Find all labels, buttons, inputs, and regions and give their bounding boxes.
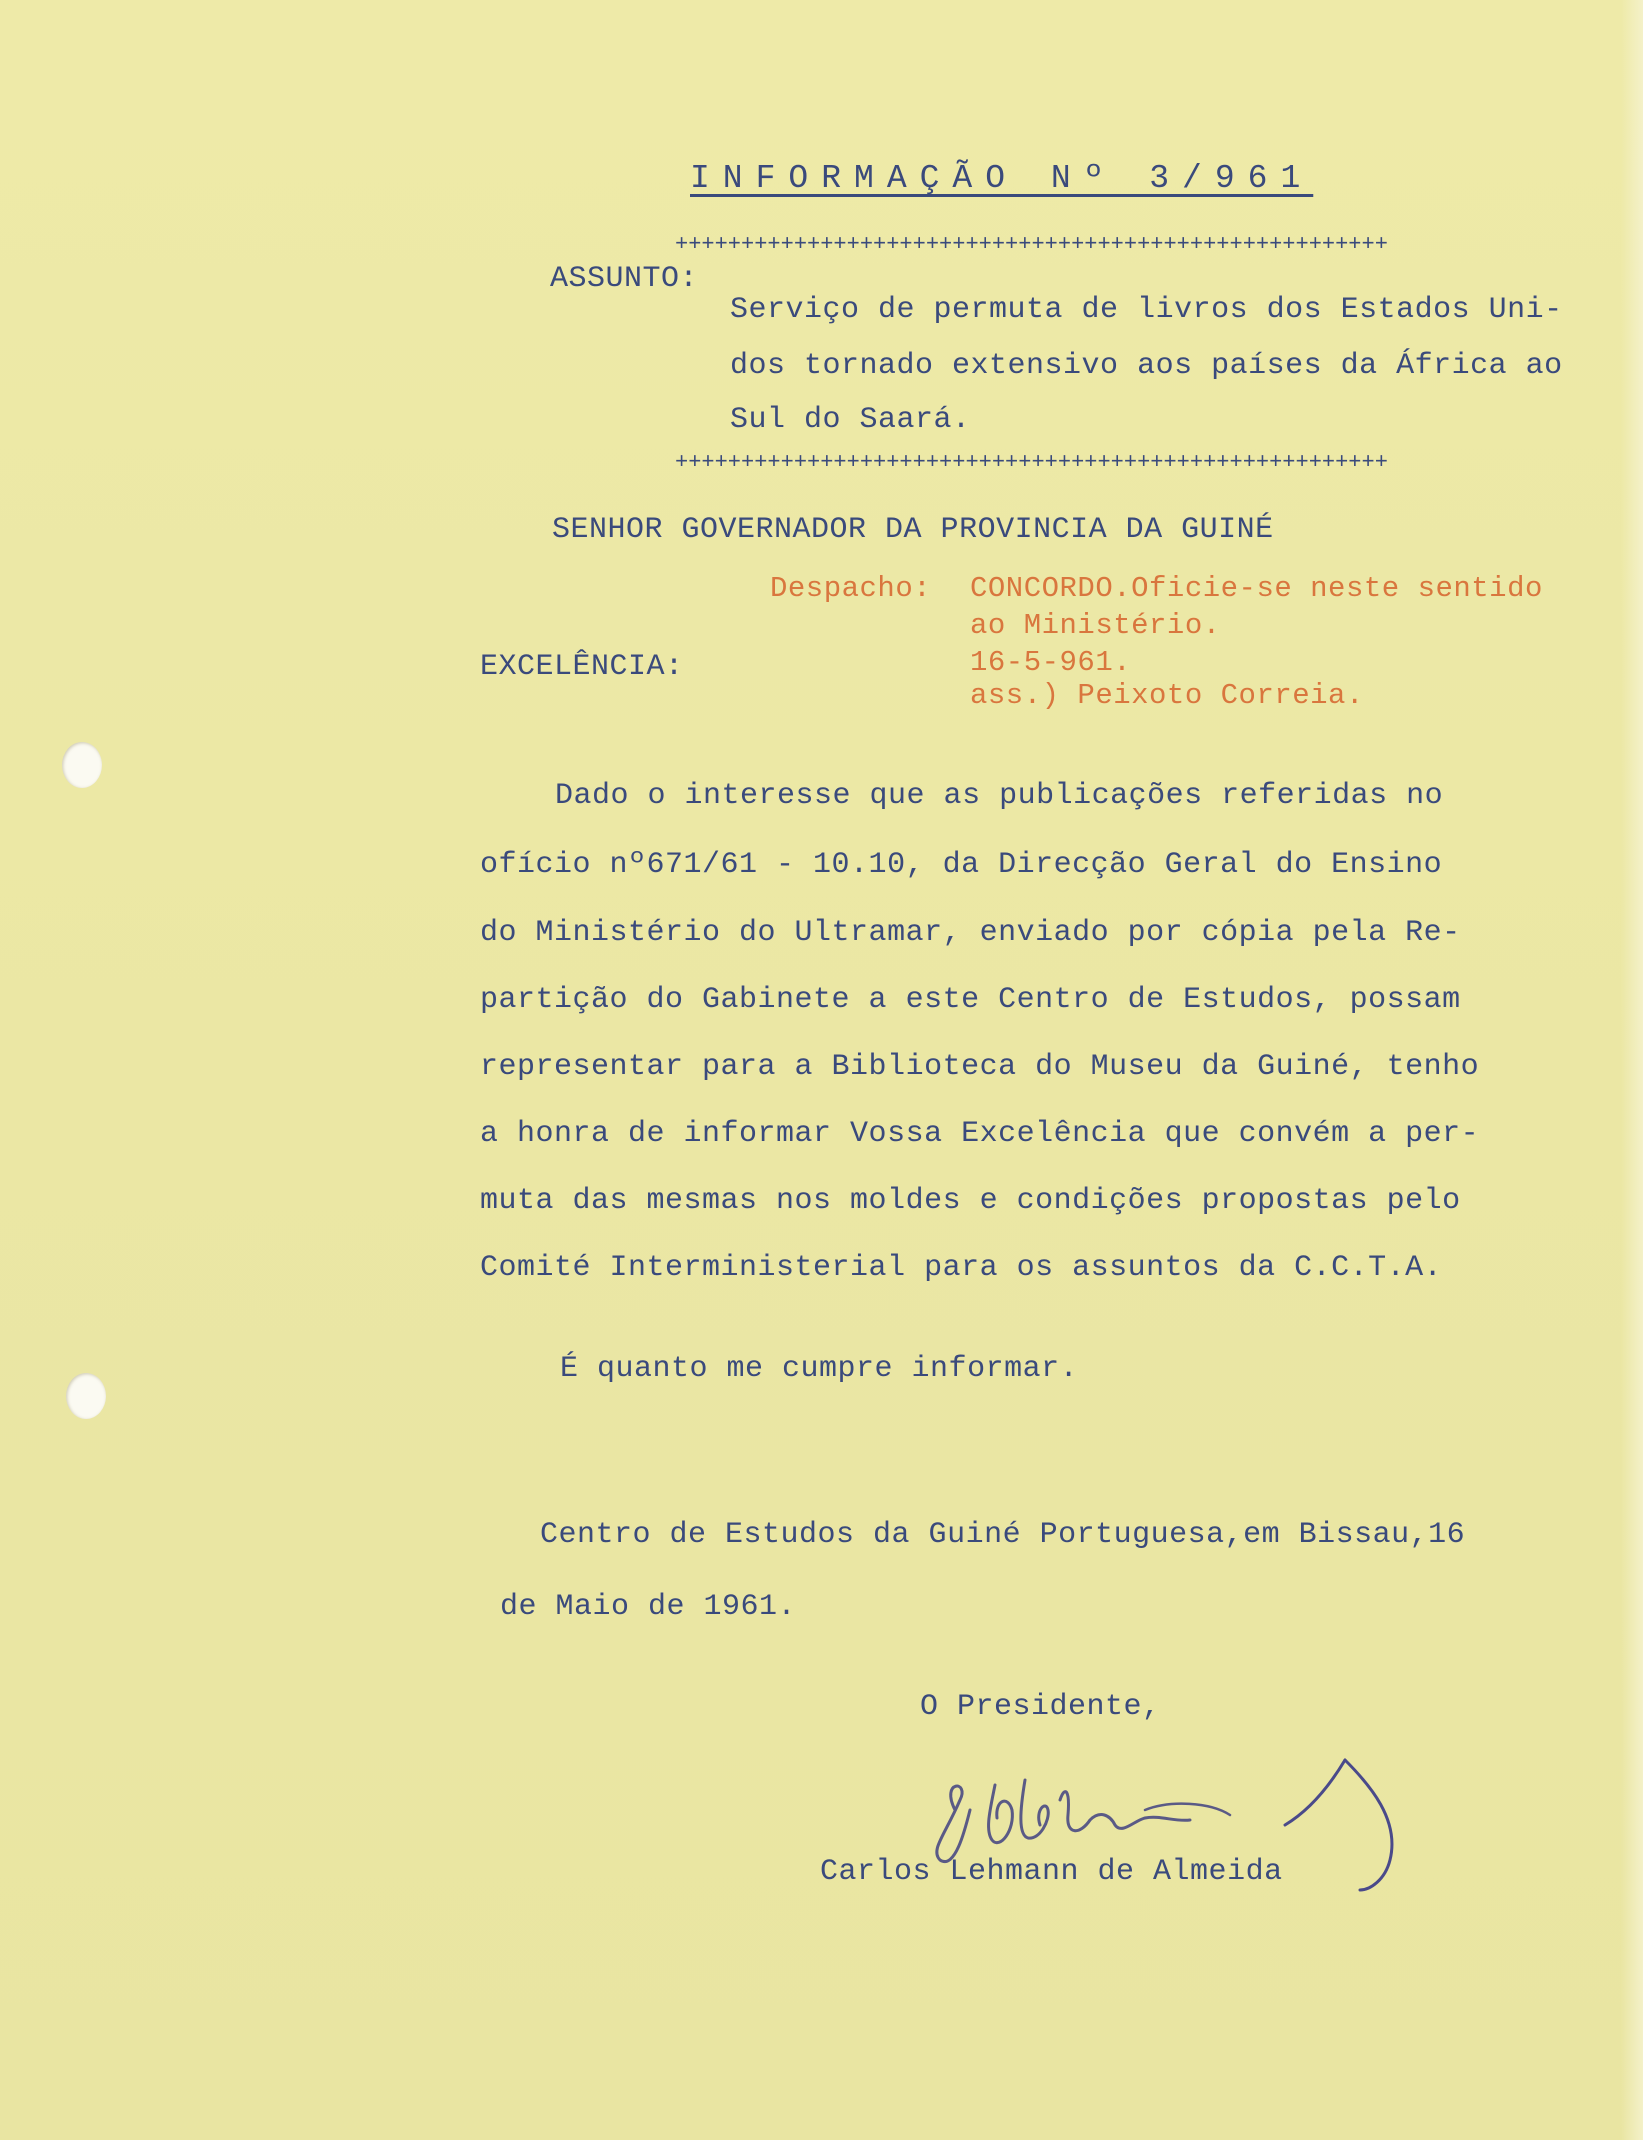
document-title: INFORMAÇÃO Nº 3/961: [690, 160, 1314, 197]
body-line-6: a honra de informar Vossa Excelência que convém a per-: [480, 1117, 1480, 1151]
subject-line-3: Sul do Saará.: [730, 403, 971, 437]
place-date-line-1: Centro de Estudos da Guiné Portuguesa,em Bissau,16: [540, 1518, 1466, 1552]
separator-top: ++++++++++++++++++++++++++++++++++++++++++++++++++++++: [675, 232, 1388, 257]
despacho-label: Despacho:: [770, 572, 932, 605]
closing-line: É quanto me cumpre informar.: [560, 1352, 1079, 1386]
subject-line-1: Serviço de permuta de livros dos Estados Uni-: [730, 293, 1563, 327]
signatory-name: Carlos Lehmann de Almeida: [820, 1855, 1283, 1889]
body-line-5: representar para a Biblioteca do Museu da Guiné, tenho: [480, 1050, 1480, 1084]
signature-role: O Presidente,: [920, 1690, 1161, 1724]
paper-edge: [1621, 0, 1643, 2140]
body-line-4: partição do Gabinete a este Centro de Estudos, possam: [480, 983, 1461, 1017]
despacho-line-3: 16-5-961.: [970, 646, 1132, 679]
separator-bottom: ++++++++++++++++++++++++++++++++++++++++++++++++++++++: [675, 450, 1388, 475]
despacho-line-2: ao Ministério.: [970, 609, 1221, 642]
despacho-line-4: ass.) Peixoto Correia.: [970, 679, 1364, 712]
subject-label: ASSUNTO:: [550, 262, 699, 296]
addressee: SENHOR GOVERNADOR DA PROVINCIA DA GUINÉ: [552, 513, 1274, 547]
punch-hole-top: [62, 742, 102, 788]
body-line-7: muta das mesmas nos moldes e condições propostas pelo: [480, 1184, 1461, 1218]
body-line-1: Dado o interesse que as publicações referidas no: [555, 779, 1444, 813]
body-line-8: Comité Interministerial para os assuntos da C.C.T.A.: [480, 1251, 1443, 1285]
punch-hole-bottom: [66, 1373, 106, 1419]
body-line-3: do Ministério do Ultramar, enviado por cópia pela Re-: [480, 916, 1461, 950]
salutation: EXCELÊNCIA:: [480, 650, 684, 684]
despacho-line-1: CONCORDO.Oficie-se neste sentido: [970, 572, 1543, 605]
place-date-line-2: de Maio de 1961.: [500, 1590, 797, 1624]
subject-line-2: dos tornado extensivo aos países da África ao: [730, 349, 1563, 383]
body-line-2: ofício nº671/61 - 10.10, da Direcção Geral do Ensino: [480, 848, 1443, 882]
